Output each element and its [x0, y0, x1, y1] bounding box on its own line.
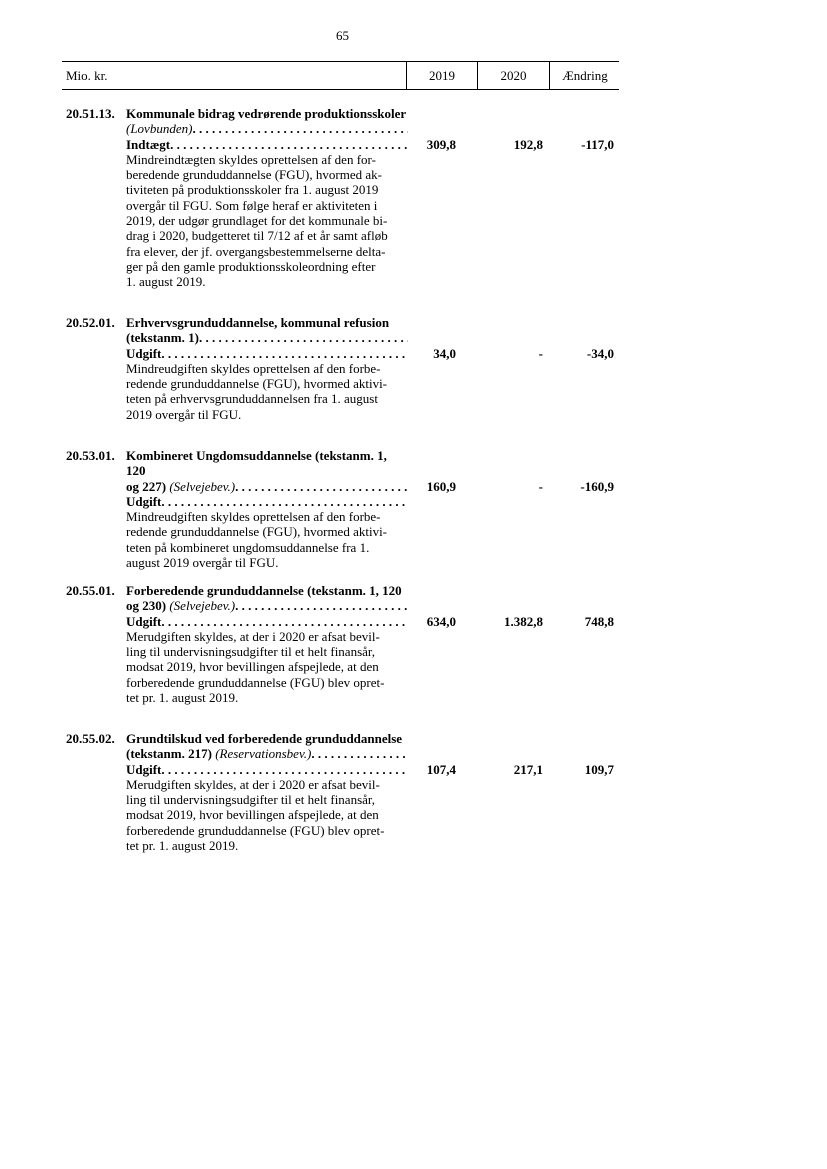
- dot-leader: [170, 137, 408, 152]
- entry-note-ref: og 230): [126, 598, 167, 614]
- value-2019: 107,4: [426, 761, 456, 777]
- description-line: tet pr. 1. august 2019.: [126, 690, 239, 706]
- description-line: forberedende grunduddannelse (FGU) blev opret-: [126, 674, 385, 690]
- entry-type: Udgift: [126, 493, 162, 509]
- value-2020: -: [538, 478, 543, 494]
- entry-title-continued: [126, 121, 408, 136]
- entry-body: [126, 583, 408, 705]
- entry-body: [126, 106, 408, 290]
- entry-type-line: [126, 762, 408, 777]
- value-2020: -: [538, 345, 543, 361]
- value-change: -34,0: [586, 345, 614, 361]
- account-code: 20.51.13.: [66, 106, 115, 121]
- description-line: teten på kombineret ungdomsuddannelse fra 1.: [126, 539, 370, 555]
- column-header-change: Ændring: [549, 62, 620, 89]
- description-line: overgår til FGU. Som følge heraf er aktiviteten i: [126, 197, 378, 213]
- appropriation-type: (Reservationsbev.): [215, 746, 312, 762]
- description-line: Mindreindtægten skyldes oprettelsen af den for-: [126, 151, 376, 167]
- entry-title: Grundtilskud ved forberedende grunduddannelse: [126, 731, 403, 746]
- value-change: -160,9: [580, 478, 614, 494]
- description-line: modsat 2019, hvor bevillingen afspejlede, at den: [126, 659, 379, 675]
- entry-title: Kommunale bidrag vedrørende produktionsskoler: [126, 106, 407, 121]
- description-line: redende grunduddannelse (FGU), hvormed aktivi-: [126, 524, 388, 540]
- description-line: Merudgiften skyldes, at der i 2020 er afsat bevil-: [126, 776, 380, 792]
- appropriation-type: (Lovbunden): [126, 121, 193, 137]
- description-line: 1. august 2019.: [126, 274, 206, 290]
- value-change: 748,8: [584, 613, 614, 629]
- description-line: teten på erhvervsgrunduddannelsen fra 1. august: [126, 391, 378, 407]
- description-line: modsat 2019, hvor bevillingen afspejlede, at den: [126, 807, 379, 823]
- entry-body: [126, 315, 408, 422]
- value-2019: 160,9: [426, 478, 456, 494]
- value-change: -117,0: [581, 136, 614, 152]
- entry-title-continued: [126, 479, 408, 494]
- column-header-2020: 2020: [477, 62, 549, 89]
- page-number: 65: [336, 28, 349, 43]
- entry-body: [126, 448, 408, 570]
- entry-note-ref: (tekstanm. 1): [126, 330, 199, 346]
- entry-type-line: [126, 494, 408, 509]
- description-line: forberedende grunduddannelse (FGU) blev opret-: [126, 822, 385, 838]
- description-line: Mindreudgiften skyldes oprettelsen af den forbe-: [126, 509, 381, 525]
- entry-type: Udgift: [126, 613, 162, 629]
- entry-type: Indtægt: [126, 136, 171, 152]
- entry-note-ref: og 227): [126, 478, 167, 494]
- entry-title-continued: [126, 330, 408, 345]
- entry-title: Kombineret Ungdomsuddannelse (tekstanm. 1, 120: [126, 448, 387, 479]
- description-line: Mindreudgiften skyldes oprettelsen af den forbe-: [126, 360, 381, 376]
- entry-note-ref: (tekstanm. 217): [126, 746, 212, 762]
- description-line: Merudgiften skyldes, at der i 2020 er afsat bevil-: [126, 628, 380, 644]
- description-line: 2019 overgår til FGU.: [126, 406, 242, 422]
- entry-type: Udgift: [126, 761, 162, 777]
- value-2020: 192,8: [513, 136, 543, 152]
- entry-title-continued: [126, 598, 408, 613]
- dot-leader: [161, 614, 408, 629]
- entry-title: Forberedende grunduddannelse (tekstanm. 1, 120: [126, 583, 402, 598]
- description-line: ling til undervisningsudgifter til et helt finansår,: [126, 792, 375, 808]
- value-change: 109,7: [584, 761, 614, 777]
- description-line: ger på den gamle produktionsskoleordning efter: [126, 258, 376, 274]
- dot-leader: [199, 330, 408, 345]
- value-2019: 309,8: [426, 136, 456, 152]
- entry-title-continued: [126, 746, 408, 761]
- appropriation-type: (Selvejebev.): [169, 478, 236, 494]
- dot-leader: [161, 346, 408, 361]
- description-line: 2019, der udgør grundlaget for det kommunale bi-: [126, 213, 388, 229]
- dot-leader: [311, 746, 408, 761]
- column-header-2019: 2019: [406, 62, 477, 89]
- entry-type-line: [126, 614, 408, 629]
- description-line: august 2019 overgår til FGU.: [126, 555, 279, 571]
- description-line: drag i 2020, budgetteret til 7/12 af et år samt afløb: [126, 228, 388, 244]
- description-line: ling til undervisningsudgifter til et helt finansår,: [126, 644, 375, 660]
- description-line: redende grunduddannelse (FGU), hvormed aktivi-: [126, 376, 388, 392]
- entry-title: Erhvervsgrunduddannelse, kommunal refusion: [126, 315, 390, 330]
- account-code: 20.53.01.: [66, 448, 115, 463]
- dot-leader: [235, 598, 408, 613]
- entry-type-line: [126, 137, 408, 152]
- description-line: beredende grunduddannelse (FGU), hvormed ak-: [126, 167, 382, 183]
- entry-body: [126, 731, 408, 853]
- value-2019: 34,0: [433, 345, 456, 361]
- description-line: tiviteten på produktionsskoler fra 1. august 2019: [126, 182, 379, 198]
- table-header: [62, 61, 619, 90]
- dot-leader: [192, 121, 408, 136]
- value-2019: 634,0: [426, 613, 456, 629]
- account-code: 20.55.02.: [66, 731, 115, 746]
- dot-leader: [161, 494, 408, 509]
- dot-leader: [161, 762, 408, 777]
- unit-label: Mio. kr.: [66, 68, 108, 83]
- value-2020: 1.382,8: [504, 613, 543, 629]
- description-line: tet pr. 1. august 2019.: [126, 838, 239, 854]
- entry-type: Udgift: [126, 345, 162, 361]
- description-line: fra elever, der jf. overgangsbestemmelserne delta-: [126, 243, 386, 259]
- value-2020: 217,1: [513, 761, 543, 777]
- account-code: 20.52.01.: [66, 315, 115, 330]
- entry-type-line: [126, 346, 408, 361]
- account-code: 20.55.01.: [66, 583, 115, 598]
- appropriation-type: (Selvejebev.): [169, 598, 236, 614]
